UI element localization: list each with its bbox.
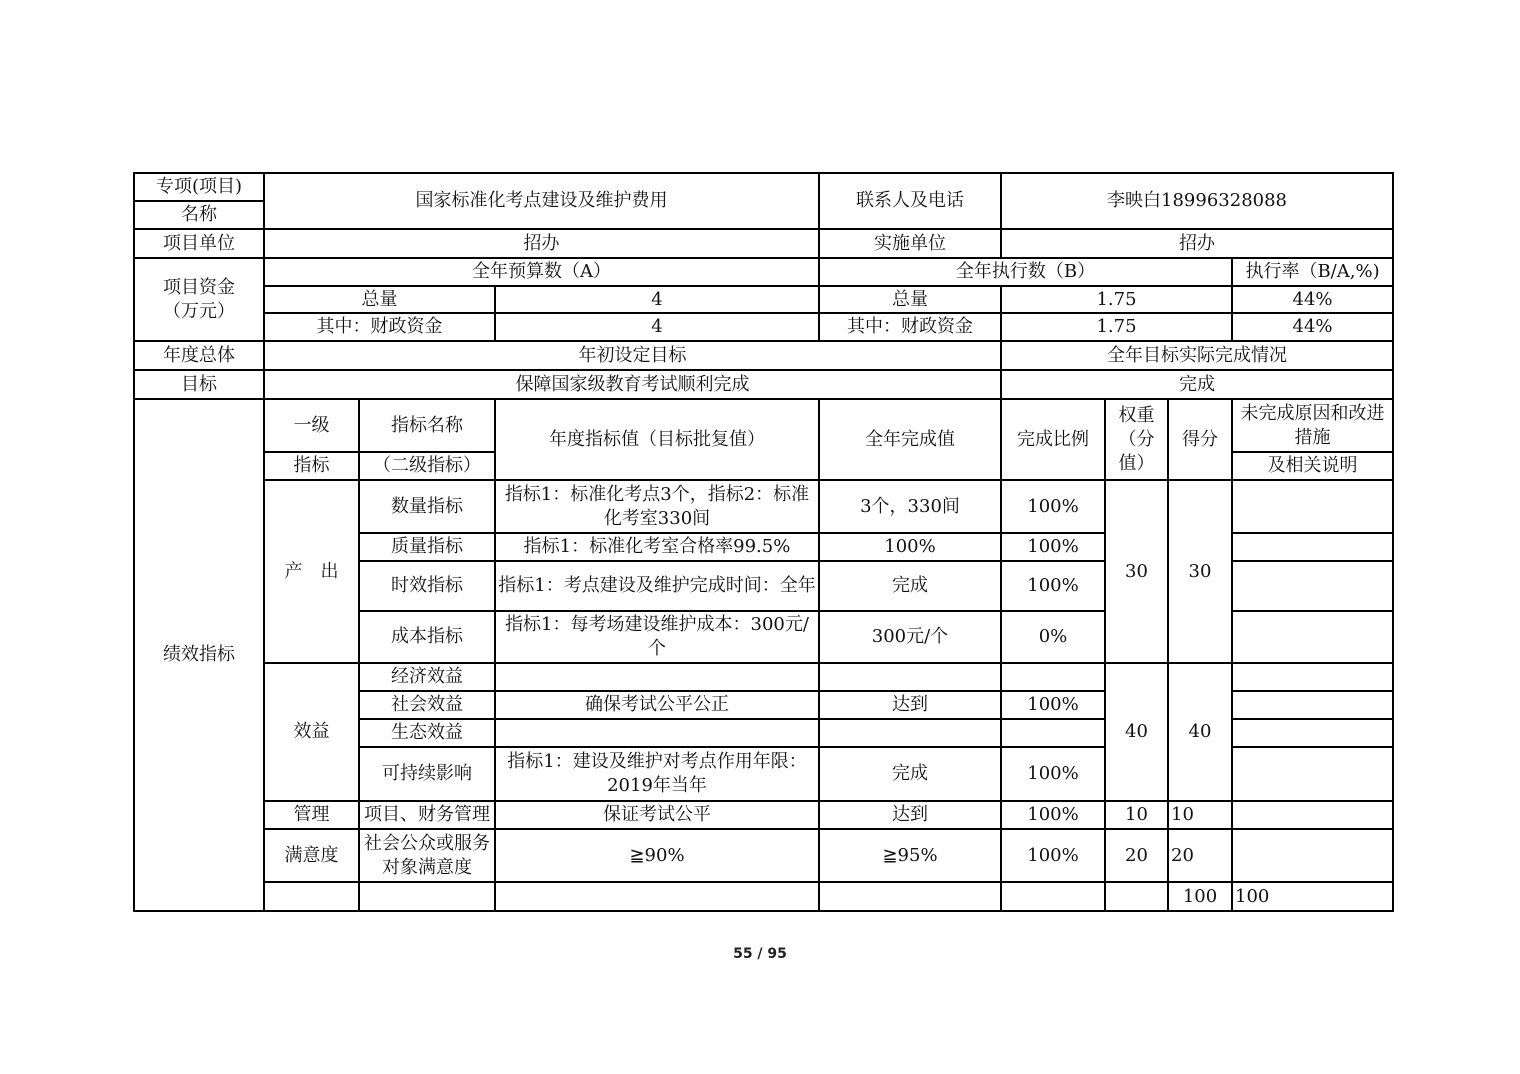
performance-table [133,172,1394,912]
indicator-reason [1232,611,1393,663]
output-weight: 30 [1105,480,1168,663]
indicator-name: 时效指标 [359,561,495,611]
total-empty-cell [264,882,359,911]
indicator-ratio: 0% [1001,611,1105,663]
fiscal-label: 其中：财政资金 [264,313,495,341]
indicator-reason [1232,829,1393,882]
col-target-header: 年度指标值（目标批复值） [495,399,819,480]
budget-header: 全年预算数（A） [264,258,819,286]
initial-goal-header: 年初设定目标 [264,341,1001,370]
benefit-label: 效益 [264,663,359,801]
indicator-name: 质量指标 [359,533,495,561]
indicator-target [495,719,819,747]
management-score: 10 [1168,801,1232,829]
indicator-name: 可持续影响 [359,747,495,801]
indicator-actual: 完成 [819,747,1001,801]
unit-label: 项目单位 [134,229,264,258]
initial-goal-value: 保障国家级教育考试顺利完成 [264,370,1001,399]
satisfaction-score: 20 [1168,829,1232,882]
total-label-b: 总量 [819,286,1001,313]
indicator-ratio [1001,663,1105,691]
total-empty-cell [359,882,495,911]
indicator-reason [1232,663,1393,691]
col-ratio-header: 完成比例 [1001,399,1105,480]
total-budget: 4 [495,286,819,313]
fiscal-executed: 1.75 [1001,313,1232,341]
indicator-ratio: 100% [1001,480,1105,533]
goals-label-2: 目标 [134,370,264,399]
project-name-label: 专项(项目) [134,173,264,201]
fiscal-label-b: 其中：财政资金 [819,313,1001,341]
indicator-actual [819,663,1001,691]
indicator-target [495,663,819,691]
indicator-actual: 达到 [819,801,1001,829]
indicator-reason [1232,480,1393,533]
indicator-actual: 达到 [819,691,1001,719]
total-score: 100 [1232,882,1393,911]
executed-header: 全年执行数（B） [819,258,1232,286]
col-actual-header: 全年完成值 [819,399,1001,480]
fiscal-budget: 4 [495,313,819,341]
indicator-name: 成本指标 [359,611,495,663]
actual-goal-header: 全年目标实际完成情况 [1001,341,1393,370]
benefit-weight: 40 [1105,663,1168,801]
indicator-name: 社会效益 [359,691,495,719]
management-label: 管理 [264,801,359,829]
indicator-reason [1232,719,1393,747]
col-score-header: 得分 [1168,399,1232,480]
total-empty-cell [1001,882,1105,911]
indicator-ratio: 100% [1001,747,1105,801]
total-executed: 1.75 [1001,286,1232,313]
indicator-ratio: 100% [1001,829,1105,882]
goals-label: 年度总体 [134,341,264,370]
indicator-actual: 100% [819,533,1001,561]
contact-label: 联系人及电话 [819,173,1001,229]
total-weight: 100 [1168,882,1232,911]
funds-label [134,258,264,341]
contact-value: 李映白18996328088 [1001,173,1393,229]
total-empty-cell [495,882,819,911]
project-name-label-2: 名称 [134,201,264,229]
col-weight-header: 权重（分值） [1105,399,1168,480]
impl-unit-value: 招办 [1001,229,1393,258]
satisfaction-weight: 20 [1105,829,1168,882]
indicator-name: 数量指标 [359,480,495,533]
impl-unit-label: 实施单位 [819,229,1001,258]
col-name-header-2: （二级指标） [359,452,495,480]
indicator-name: 项目、财务管理 [359,801,495,829]
indicator-ratio [1001,719,1105,747]
actual-goal-value: 完成 [1001,370,1393,399]
col-level1-header: 一级 [264,399,359,452]
indicator-actual: 300元/个 [819,611,1001,663]
indicator-ratio: 100% [1001,561,1105,611]
indicator-reason [1232,533,1393,561]
indicator-ratio: 100% [1001,533,1105,561]
indicator-target: 保证考试公平 [495,801,819,829]
project-name-value: 国家标准化考点建设及维护费用 [264,173,819,229]
management-weight: 10 [1105,801,1168,829]
indicator-reason [1232,691,1393,719]
indicator-ratio: 100% [1001,691,1105,719]
funds-label-line1: 项目资金 [163,276,235,298]
output-score: 30 [1168,480,1232,663]
funds-label-line2: （万元） [163,300,235,322]
indicator-name: 社会公众或服务对象满意度 [359,829,495,882]
total-label: 总量 [264,286,495,313]
indicator-reason [1232,561,1393,611]
indicators-section-label: 绩效指标 [134,399,264,911]
unit-value: 招办 [264,229,819,258]
indicator-target: 指标1：标准化考室合格率99.5% [495,533,819,561]
col-level1-header-2: 指标 [264,452,359,480]
indicator-actual: ≧95% [819,829,1001,882]
indicator-name: 经济效益 [359,663,495,691]
total-empty-cell [1105,882,1168,911]
indicator-actual: 完成 [819,561,1001,611]
col-reason-header-2: 及相关说明 [1232,452,1393,480]
indicator-actual [819,719,1001,747]
benefit-score: 40 [1168,663,1232,801]
total-rate: 44% [1232,286,1393,313]
indicator-actual: 3个，330间 [819,480,1001,533]
rate-header: 执行率（B/A,%) [1232,258,1393,286]
indicator-target: 指标1：标准化考点3个，指标2：标准化考室330间 [495,480,819,533]
indicator-target: 指标1：每考场建设维护成本：300元/个 [495,611,819,663]
indicator-reason [1232,801,1393,829]
page-number: 55 / 95 [733,946,787,962]
fiscal-rate: 44% [1232,313,1393,341]
indicator-target: 指标1：考点建设及维护完成时间：全年 [495,561,819,611]
indicator-ratio: 100% [1001,801,1105,829]
total-empty-cell [819,882,1001,911]
indicator-target: ≧90% [495,829,819,882]
indicator-target: 指标1：建设及维护对考点作用年限：2019年当年 [495,747,819,801]
indicator-target: 确保考试公平公正 [495,691,819,719]
indicator-name: 生态效益 [359,719,495,747]
col-name-header: 指标名称 [359,399,495,452]
indicator-reason [1232,747,1393,801]
output-label: 产 出 [264,480,359,663]
col-reason-header: 未完成原因和改进措施 [1232,399,1393,452]
satisfaction-label: 满意度 [264,829,359,882]
